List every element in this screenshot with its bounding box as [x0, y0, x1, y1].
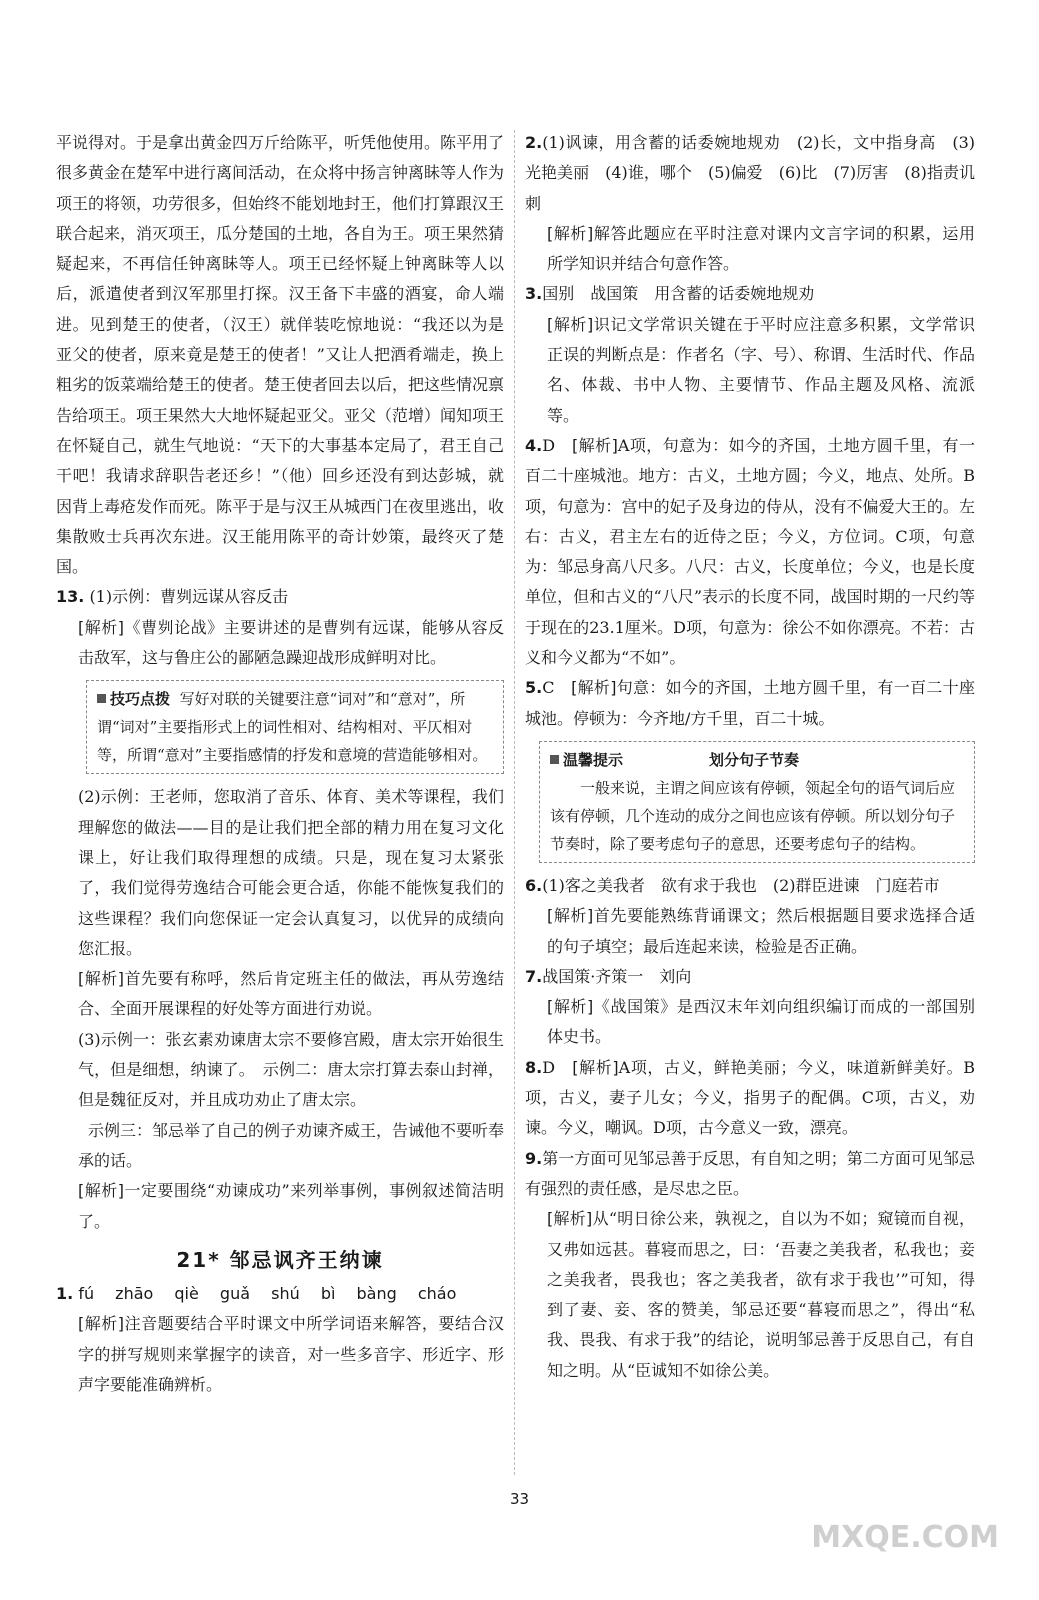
question-7-answer	[525, 962, 975, 992]
tip-box-heading: 温馨提示	[550, 751, 623, 769]
question-2-analysis	[525, 219, 975, 280]
question-7-analysis	[525, 992, 975, 1053]
analysis-text: A项，句意为：如今的齐国，土地方圆千里，有一百二十座城池。地方：古义，土地方圆；今义，地点、处所。B项，句意为：宫中的妃子及身边的侍从，没有不偏爱大王的。左右：古义，君主左右的近侍之臣；今义，方位词。C项，句意为：邹忌身高八尺多。八尺：古义，长度单位；今义，也是长度单位，但和古义的“八尺”表示的长度不同，战国时期的一尺约等于现在的23.1厘米。D项，句意为：徐公不如你漂亮。不若：古义和今义都为“不如”。	[525, 435, 975, 668]
question-number: 7.	[525, 966, 543, 986]
section-title: 21* 邹忌讽齐王纳谏	[176, 1247, 384, 1272]
analysis-tag: [解析]	[78, 1314, 125, 1334]
analysis-text: 首先要能熟练背诵课文；然后根据题目要求选择合适的句子填空；最后连起来读，检验是否正确。	[547, 906, 975, 956]
question-4-answer	[525, 431, 975, 673]
question-1-analysis	[56, 1309, 504, 1400]
question-3-answer	[525, 279, 975, 309]
question-number: 5.	[525, 678, 543, 698]
analysis-text: 识记文学常识关键在于平时应注意多积累，文学常识正误的判断点是：作者名（字、号）、称谓、生活时代、作品名、体裁、书中人物、主要情节、作品主题及风格、流派等。	[547, 314, 975, 425]
watermark-logo: MXQE.COM	[811, 1520, 999, 1555]
analysis-tag: [解析]	[78, 1181, 124, 1201]
question-13-analysis-1	[56, 613, 504, 674]
analysis-tag: [解析]	[547, 997, 594, 1017]
question-8-answer	[525, 1053, 975, 1144]
analysis-tag: [解析]	[547, 1209, 593, 1229]
answer-choice: D	[542, 1057, 556, 1077]
analysis-tag: [解析]	[571, 678, 617, 698]
question-number: 6.	[525, 875, 543, 895]
question-number: 4.	[525, 435, 543, 455]
answer-text: (1)讽谏，用含蓄的话委婉地规劝 (2)长，文中指身高 (3)光艳美丽 (4)谁，哪个 (5)偏爱 (6)比 (7)厉害 (8)指责讥刺	[525, 133, 975, 213]
question-13-answer-3b: 示例三：邹忌举了自己的例子劝谏齐威王，告诫他不要听奉承的话。	[78, 1120, 505, 1170]
left-column	[56, 128, 504, 1400]
tip-box-reminder	[539, 741, 975, 863]
column-divider	[514, 130, 515, 1475]
page-number: 33	[509, 1490, 530, 1508]
answer-text: 国别 战国策 用含蓄的话委婉地规劝	[542, 284, 815, 304]
analysis-text: 一定要围绕“劝谏成功”来列举事例，事例叙述简洁明了。	[78, 1181, 504, 1231]
tip-box-heading: 技巧点拨	[97, 690, 170, 708]
question-9-answer	[525, 1144, 975, 1205]
question-5-answer	[525, 673, 975, 734]
question-6-answer	[525, 871, 975, 901]
question-number: 8.	[525, 1057, 543, 1077]
answer-text: 第一方面可见邹忌善于反思，有自知之明；第二方面可见邹忌有强烈的责任感，是尽忠之臣。	[525, 1148, 975, 1198]
analysis-text: 句意：如今的齐国，土地方圆千里，有一百二十座城池。停顿为：今齐地/方千里，百二十城。	[525, 678, 975, 728]
question-9-analysis	[525, 1204, 975, 1386]
analysis-tag: [解析]	[571, 435, 618, 455]
translation-paragraph: 平说得对。于是拿出黄金四万斤给陈平，听凭他使用。陈平用了很多黄金在楚军中进行离间活动，在众将中扬言钟离眛等人作为项王的将领，功劳很多，但始终不能划地封王，他们打算跟汉王联合起来，消灭项王，瓜分楚国的土地，各自为王。项王果然猜疑起来，不再信任钟离眛等人。项王已经怀疑上钟离眛等人以后，派遣使者到汉军那里打探。汉王备下丰盛的酒宴，命人端进。见到楚王的使者，（汉王）就佯装吃惊地说：“我还以为是亚父的使者，原来竟是楚王的使者！”又让人把酒肴端走，换上粗劣的饭菜端给楚王的使者。楚王使者回去以后，把这些情况禀告给项王。项王果然大大地怀疑起亚父。亚父（范增）闻知项王在怀疑自己，就生气地说：“天下的大事基本定局了，君王自己干吧！我请求辞职告老还乡！”（他）回乡还没有到达彭城，就因背上毒疮发作而死。陈平于是与汉王从城西门在夜里逃出，收集散败士兵再次东进。汉王能用陈平的奇计妙策，最终灭了楚国。	[56, 133, 505, 577]
answer-choice: D	[542, 435, 556, 455]
analysis-text: 《战国策》是西汉末年刘向组织编订而成的一部国别体史书。	[547, 997, 975, 1047]
analysis-tag: [解析]	[78, 617, 125, 637]
question-number: 9.	[525, 1148, 543, 1168]
question-13-analysis-2	[56, 964, 504, 1025]
tip-box-text: 一般来说，主谓之间应该有停顿，领起全句的语气词后应该有停顿，几个连动的成分之间也应该有停顿。所以划分句子节奏时，除了要考虑句子的意思，还要考虑句子的结构。	[550, 778, 956, 853]
tip-box-title: 划分句子节奏	[709, 750, 800, 769]
question-13-analysis-3	[56, 1176, 504, 1237]
pinyin-answer: fú zhāo qiè guǎ shú bì bàng cháo	[78, 1284, 457, 1304]
analysis-tag: [解析]	[547, 314, 594, 334]
question-number: 13.	[56, 587, 85, 607]
analysis-text: 首先要有称呼，然后肯定班主任的做法，再从劳逸结合、全面开展课程的好处等方面进行劝说。	[78, 969, 504, 1019]
question-13-answer-2: (2)示例：王老师，您取消了音乐、体育、美术等课程，我们理解您的做法——目的是让我们把全部的精力用在复习文化课上，好让我们取得理想的成绩。只是，现在复习太紧张了，我们觉得劳逸结合可能会更合适，你能不能恢复我们的这些课程？我们向您保证一定会认真复习，以优异的成绩向您汇报。	[78, 787, 504, 958]
question-3-analysis	[525, 310, 975, 431]
analysis-tag: [解析]	[547, 906, 594, 926]
tip-box-text: 写好对联的关键要注意“词对”和“意对”，所谓“词对”主要指形式上的词性相对、结构相对、平仄相对等，所谓“意对”主要指感情的抒发和意境的营造能够相对。	[97, 690, 488, 765]
question-number: 2.	[525, 133, 543, 152]
square-bullet-icon	[97, 694, 106, 703]
answer-choice: C	[542, 678, 555, 698]
answer-text: (1)客之美我者 欲有求于我也 (2)群臣进谏 门庭若市	[542, 875, 940, 895]
question-1-answer	[56, 1279, 504, 1309]
answer-text: 战国策·齐策一 刘向	[542, 966, 692, 986]
question-6-analysis	[525, 901, 975, 962]
question-13-answer-1	[56, 582, 504, 612]
question-2-answer	[525, 128, 975, 219]
answer-text: (1)示例：曹刿远谋从容反击	[89, 587, 289, 607]
analysis-tag: [解析]	[78, 969, 125, 989]
analysis-text: 注音题要结合平时课文中所学词语来解答，要结合汉字的拼写规则来掌握字的读音，对一些多音字、形近字、形声字要能准确辨析。	[78, 1314, 504, 1394]
analysis-text: A项，古义，鲜艳美丽；今义，味道新鲜美好。B项，古义，妻子儿女；今义，指男子的配偶。C项，古义，劝谏。今义，嘲讽。D项，古今意义一致，漂亮。	[525, 1057, 975, 1138]
tip-box-technique	[86, 680, 504, 774]
question-number: 3.	[525, 284, 543, 304]
question-13-answer-3: (3)示例一：张玄素劝谏唐太宗不要修宫殿，唐太宗开始很生气，但是细想，纳谏了。 示例二：唐太宗打算去泰山封禅，但是魏征反对，并且成功劝止了唐太宗。	[78, 1029, 504, 1110]
right-column	[525, 128, 975, 1386]
tip-box-header-row	[550, 746, 964, 774]
analysis-text: 解答此题应在平时注意对课内文言字词的积累，运用所学知识并结合句意作答。	[547, 223, 975, 274]
question-number: 1.	[56, 1284, 74, 1304]
square-bullet-icon	[550, 755, 559, 764]
analysis-tag: [解析]	[572, 1057, 619, 1077]
analysis-tag: [解析]	[547, 223, 594, 243]
analysis-text: 从“明日徐公来，孰视之，自以为不如；窥镜而自视，又弗如远甚。暮寝而思之，曰：‘吾妻之美我者，私我也；妾之美我者，畏我也；客之美我者，欲有求于我也’”可知，得到了妻、妾、客的赞美，邹忌还要“暮寝而思之”，得出“私我、畏我、有求于我”的结论，说明邹忌善于反思自己，有自知之明。从“臣诚知不如徐公美。	[547, 1209, 975, 1380]
analysis-text: 《曹刿论战》主要讲述的是曹刿有远谋，能够从容反击敌军，这与鲁庄公的鄙陋急躁迎战形成鲜明对比。	[78, 617, 504, 668]
